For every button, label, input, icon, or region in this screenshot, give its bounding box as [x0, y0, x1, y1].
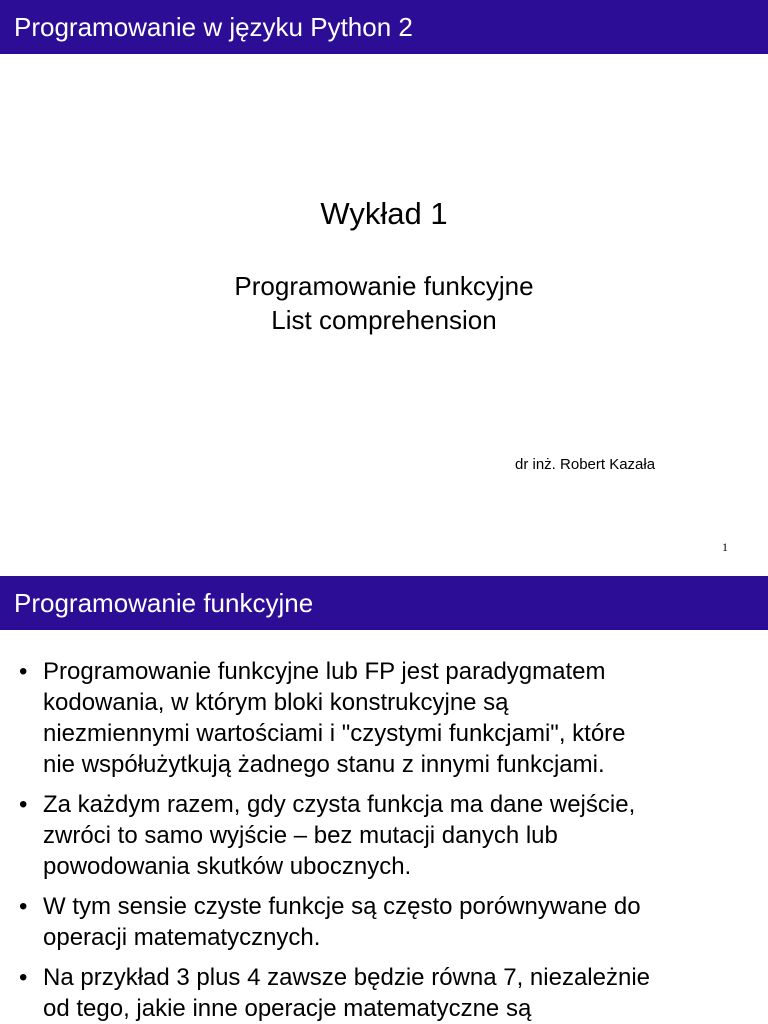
slide-1-header: Programowanie w języku Python 2: [14, 12, 413, 42]
bullet-marker: •: [19, 791, 28, 818]
author-name: dr inż. Robert Kazała: [515, 456, 656, 473]
bullet-line: Za każdym razem, gdy czysta funkcja ma dane wejście,: [43, 791, 636, 818]
bullet-line: W tym sensie czyste funkcje są często porównywane do: [43, 893, 641, 920]
bullet-item: [0, 656, 768, 780]
bullet-marker: •: [19, 893, 28, 920]
bullet-list: [0, 656, 768, 1024]
slide-2-title-bar: [0, 576, 768, 630]
bullet-marker: •: [19, 964, 28, 991]
bullet-marker: •: [19, 658, 28, 685]
slide-1-title-bar: [0, 0, 768, 54]
bullet-line: Programowanie funkcyjne lub FP jest paradygmatem: [43, 658, 606, 685]
bullet-line: Na przykład 3 plus 4 zawsze będzie równa 7, niezależnie: [43, 964, 650, 991]
bullet-line: nie współużytkują żadnego stanu z innymi funkcjami.: [43, 751, 605, 778]
bullet-line: niezmiennymi wartościami i "czystymi funkcjami", które: [43, 720, 626, 747]
slide-2: [0, 574, 768, 1024]
bullet-item: [0, 962, 768, 1024]
bullet-item: [0, 891, 768, 953]
subtitle-line: List comprehension: [271, 305, 497, 335]
lecture-title: Wykład 1: [320, 196, 448, 231]
bullet-line: operacji matematycznych.: [43, 924, 321, 951]
slide-2-header: Programowanie funkcyjne: [14, 588, 314, 618]
bullet-line: zwróci to samo wyjście – bez mutacji danych lub: [43, 822, 558, 849]
subtitle-line: Programowanie funkcyjne: [234, 271, 534, 301]
bullet-line: powodowania skutków ubocznych.: [43, 853, 412, 880]
bullet-line: od tego, jakie inne operacje matematyczne są: [43, 995, 532, 1022]
bullet-item: [0, 789, 768, 882]
page-number: 1: [722, 540, 728, 554]
bullet-line: kodowania, w którym bloki konstrukcyjne są: [43, 689, 509, 716]
